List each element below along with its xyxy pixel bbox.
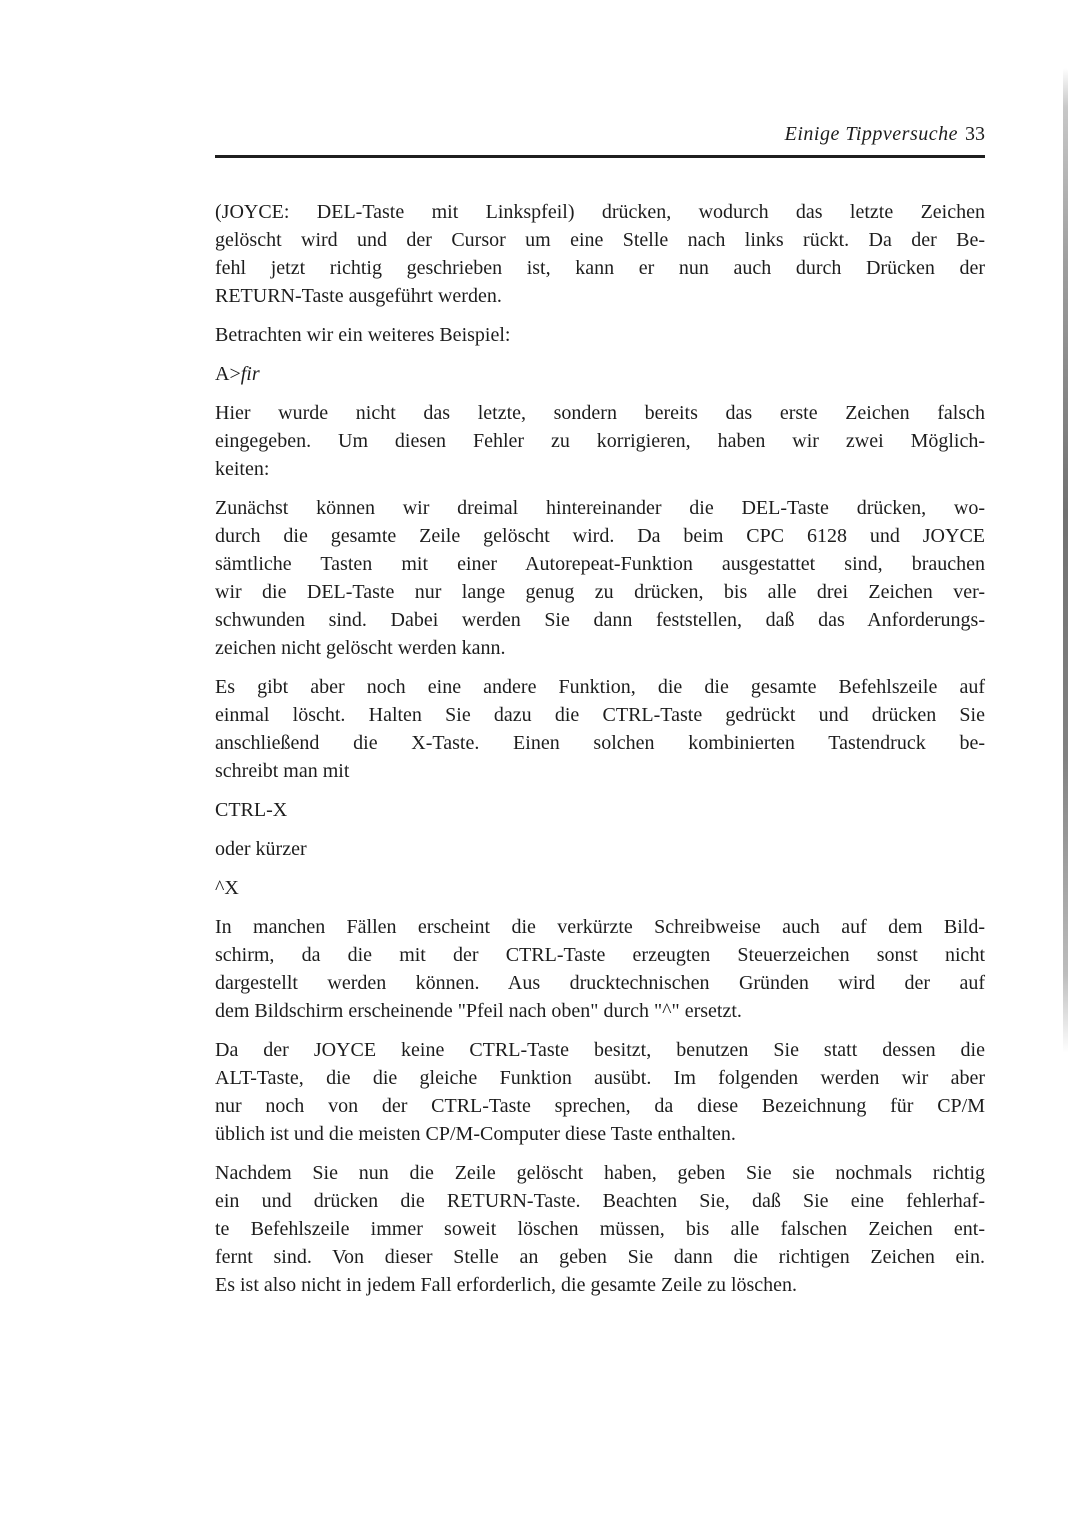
text-line: fernt sind. Von dieser Stelle an geben Sie dann die richtigen Zeichen ein. [215, 1246, 985, 1268]
text-line: üblich ist und die meisten CP/M-Computer diese Taste enthalten. [215, 1123, 736, 1145]
page-number: 33 [965, 123, 985, 145]
paragraph [215, 913, 985, 1025]
text-line: eingegeben. Um diesen Fehler zu korrigieren, haben wir zwei Möglich- [215, 430, 985, 452]
page-content [215, 121, 985, 1310]
text-line: zeichen nicht gelöscht werden kann. [215, 637, 506, 659]
text-line: CTRL-X [215, 799, 288, 821]
text-line: Nachdem Sie nun die Zeile gelöscht haben, geben Sie sie nochmals richtig [215, 1162, 985, 1184]
text-line [215, 360, 985, 388]
command-text: fir [240, 363, 260, 385]
text-line: schreibt man mit [215, 760, 350, 782]
text-line: dargestellt werden können. Aus drucktechnischen Gründen wird der auf [215, 972, 985, 994]
text-line: gelöscht wird und der Cursor um eine Stelle nach links rückt. Da der Be- [215, 229, 985, 251]
text-line: Es gibt aber noch eine andere Funktion, die die gesamte Befehlszeile auf [215, 676, 985, 698]
text-line: sämtliche Tasten mit einer Autorepeat-Funktion ausgestattet sind, brauchen [215, 553, 985, 575]
text-line: anschließend die X-Taste. Einen solchen kombinierten Tastendruck be- [215, 732, 985, 754]
paragraph [215, 1159, 985, 1299]
text-line: In manchen Fällen erscheint die verkürzte Schreibweise auch auf dem Bild- [215, 916, 985, 938]
paragraph [215, 494, 985, 662]
paragraph [215, 673, 985, 785]
text-line: durch die gesamte Zeile gelöscht wird. Da beim CPC 6128 und JOYCE [215, 525, 985, 547]
chapter-title: Einige Tippversuche [784, 123, 958, 145]
text-line: Da der JOYCE keine CTRL-Taste besitzt, benutzen Sie statt dessen die [215, 1039, 985, 1061]
text-line: Hier wurde nicht das letzte, sondern bereits das erste Zeichen falsch [215, 402, 985, 424]
text-line: Betrachten wir ein weiteres Beispiel: [215, 324, 511, 346]
paragraph [215, 321, 985, 349]
text-line: (JOYCE: DEL-Taste mit Linkspfeil) drücken, wodurch das letzte Zeichen [215, 201, 985, 223]
text-line: ALT-Taste, die die gleiche Funktion ausübt. Im folgenden werden wir aber [215, 1067, 985, 1089]
paragraph [215, 835, 985, 863]
text-line: nur noch von der CTRL-Taste sprechen, da diese Bezeichnung für CP/M [215, 1095, 985, 1117]
paragraph [215, 796, 985, 824]
paragraph [215, 874, 985, 902]
text-line: oder kürzer [215, 838, 307, 860]
text-line: keiten: [215, 458, 270, 480]
text-line: schwunden sind. Dabei werden Sie dann feststellen, daß das Anforderungs- [215, 609, 985, 631]
paragraph [215, 399, 985, 483]
text-line: einmal löscht. Halten Sie dazu die CTRL-Taste gedrückt und drücken Sie [215, 704, 985, 726]
prompt-text: A> [215, 363, 241, 385]
text-line: ein und drücken die RETURN-Taste. Beachten Sie, daß Sie eine fehlerhaf- [215, 1190, 985, 1212]
text-line: Es ist also nicht in jedem Fall erforderlich, die gesamte Zeile zu löschen. [215, 1274, 798, 1296]
text-line: te Befehlszeile immer soweit löschen müssen, bis alle falschen Zeichen ent- [215, 1218, 985, 1240]
paragraph [215, 198, 985, 310]
command-line [215, 360, 985, 388]
text-line: fehl jetzt richtig geschrieben ist, kann er nun auch durch Drücken der [215, 257, 985, 279]
text-line: ^X [215, 877, 239, 899]
page-edge-shadow [1063, 68, 1068, 1053]
text-line: RETURN-Taste ausgeführt werden. [215, 285, 502, 307]
text-line: wir die DEL-Taste nur lange genug zu drücken, bis alle drei Zeichen ver- [215, 581, 985, 603]
text-line: dem Bildschirm erscheinende "Pfeil nach oben" durch "^" ersetzt. [215, 1000, 742, 1022]
paragraph [215, 1036, 985, 1148]
header-rule [215, 155, 985, 158]
text-line: schirm, da die mit der CTRL-Taste erzeugten Steuerzeichen sonst nicht [215, 944, 985, 966]
running-header [215, 121, 985, 148]
body-text [215, 198, 985, 1299]
text-line: Zunächst können wir dreimal hintereinander die DEL-Taste drücken, wo- [215, 497, 985, 519]
